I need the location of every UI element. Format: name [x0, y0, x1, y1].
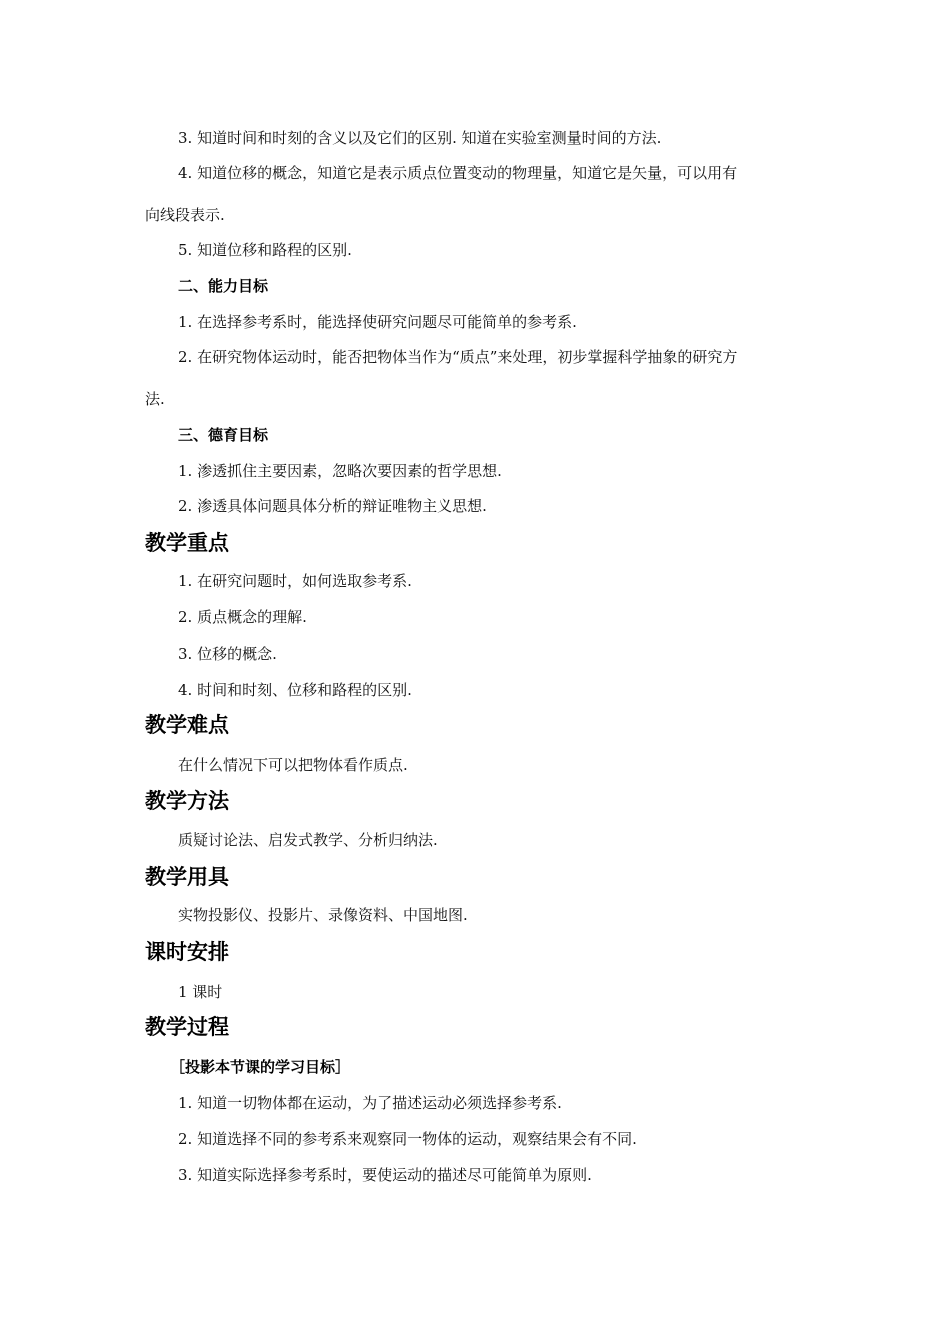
key-point-item: 3. 位移的概念. — [178, 645, 277, 663]
key-point-item: 1. 在研究问题时，如何选取参考系. — [178, 572, 412, 590]
methods-heading: 教学方法 — [145, 789, 229, 813]
tools-heading: 教学用具 — [145, 865, 229, 889]
difficulty-text: 在什么情况下可以把物体看作质点. — [178, 756, 408, 774]
process-item: 3. 知道实际选择参考系时，要使运动的描述尽可能简单为原则. — [178, 1166, 592, 1184]
key-points-heading: 教学重点 — [145, 531, 229, 555]
schedule-text: 1 课时 — [178, 983, 223, 1001]
process-item: 2. 知道选择不同的参考系来观察同一物体的运动，观察结果会有不同. — [178, 1130, 637, 1148]
difficulty-heading: 教学难点 — [145, 713, 229, 737]
process-item: 1. 知道一切物体都在运动，为了描述运动必须选择参考系. — [178, 1094, 562, 1112]
moral-goals-heading: 三、德育目标 — [178, 426, 269, 444]
process-subheading: ［投影本节课的学习目标］ — [170, 1058, 351, 1076]
ability-goals-heading: 二、能力目标 — [178, 277, 269, 295]
schedule-heading: 课时安排 — [145, 940, 229, 964]
knowledge-item-3: 3. 知道时间和时刻的含义以及它们的区别. 知道在实验室测量时间的方法. — [178, 129, 662, 147]
knowledge-item-5: 5. 知道位移和路程的区别. — [178, 241, 352, 259]
moral-item-2: 2. 渗透具体问题具体分析的辩证唯物主义思想. — [178, 497, 487, 515]
key-point-item: 4. 时间和时刻、位移和路程的区别. — [178, 681, 412, 699]
tools-text: 实物投影仪、投影片、录像资料、中国地图. — [178, 906, 468, 924]
process-heading: 教学过程 — [145, 1015, 229, 1039]
moral-item-1: 1. 渗透抓住主要因素，忽略次要因素的哲学思想. — [178, 462, 502, 480]
methods-text: 质疑讨论法、启发式教学、分析归纳法. — [178, 831, 438, 849]
knowledge-item-4: 4. 知道位移的概念，知道它是表示质点位置变动的物理量，知道它是矢量，可以用有 — [178, 164, 738, 182]
ability-item-2-continued: 法. — [145, 390, 165, 408]
ability-item-1: 1. 在选择参考系时，能选择使研究问题尽可能简单的参考系. — [178, 313, 577, 331]
key-point-item: 2. 质点概念的理解. — [178, 608, 307, 626]
ability-item-2: 2. 在研究物体运动时，能否把物体当作为“质点”来处理，初步掌握科学抽象的研究方 — [178, 348, 738, 366]
knowledge-item-4-continued: 向线段表示. — [145, 206, 225, 224]
